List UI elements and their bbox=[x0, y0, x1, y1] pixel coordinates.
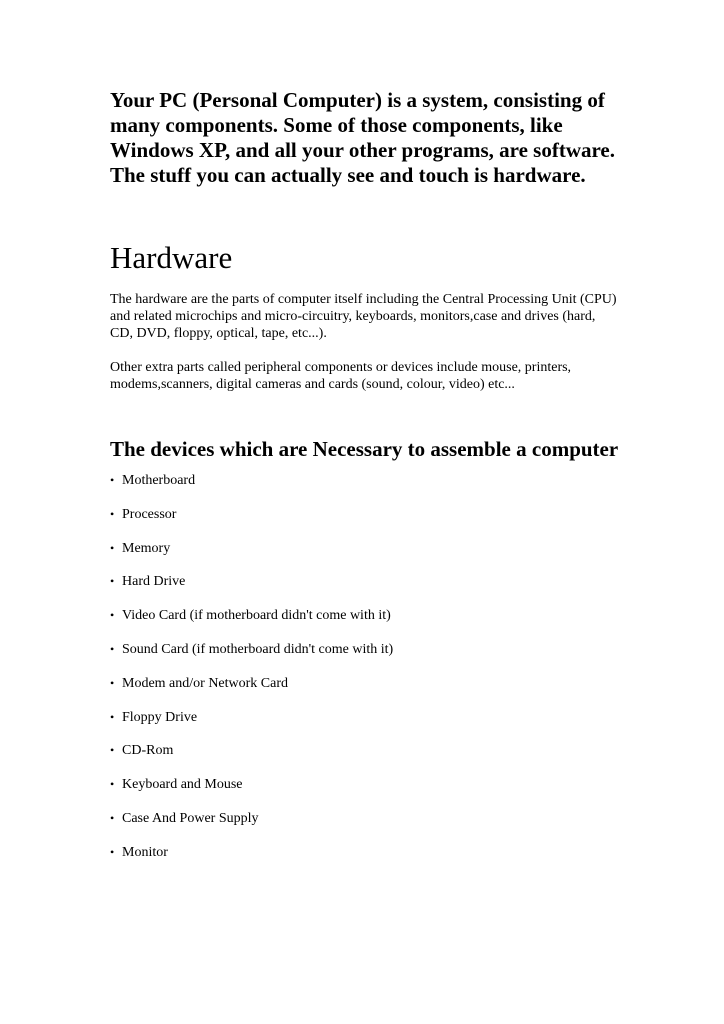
list-item-label: Processor bbox=[122, 506, 177, 522]
list-item bbox=[110, 607, 620, 624]
list-item-label: Floppy Drive bbox=[122, 709, 198, 725]
list-item bbox=[110, 776, 620, 793]
bullet-icon: • bbox=[110, 574, 115, 589]
list-item-label: Monitor bbox=[122, 844, 168, 860]
bullet-icon: • bbox=[110, 540, 115, 555]
devices-list bbox=[110, 472, 620, 861]
bullet-icon: • bbox=[110, 473, 115, 487]
bullet-icon: • bbox=[110, 608, 115, 623]
list-item bbox=[110, 844, 620, 861]
bullet-icon: • bbox=[110, 844, 115, 859]
intro-paragraph: Your PC (Personal Computer) is a system, consisting of many components. Some of those components, like Windows XP, and all your other programs, are software. The stuff you can actually see and touch is hardware. bbox=[110, 88, 616, 187]
list-item bbox=[110, 709, 620, 726]
list-item bbox=[110, 641, 620, 658]
list-item bbox=[110, 742, 620, 759]
list-item-label: Modem and/or Network Card bbox=[122, 675, 289, 691]
list-item-label: Memory bbox=[122, 540, 171, 556]
list-item-label: Keyboard and Mouse bbox=[122, 777, 243, 793]
document-page bbox=[110, 88, 620, 878]
list-item-label: Sound Card (if motherboard didn't come with it) bbox=[122, 641, 394, 657]
bullet-icon: • bbox=[110, 675, 115, 690]
hardware-heading: Hardware bbox=[110, 240, 233, 275]
list-item bbox=[110, 506, 620, 523]
list-item-label: Case And Power Supply bbox=[122, 810, 259, 826]
list-item-label: Motherboard bbox=[122, 473, 196, 488]
bullet-icon: • bbox=[110, 506, 115, 521]
list-item bbox=[110, 472, 620, 489]
hardware-paragraph-2: Other extra parts called peripheral components or devices include mouse, printers, modems,scanners, digital cameras and cards (sound, colour, video) etc... bbox=[110, 360, 572, 392]
list-item-label: Hard Drive bbox=[122, 574, 186, 590]
list-item-label: Video Card (if motherboard didn't come with it) bbox=[122, 608, 391, 624]
bullet-icon: • bbox=[110, 777, 115, 792]
bullet-icon: • bbox=[110, 641, 115, 656]
bullet-icon: • bbox=[110, 810, 115, 825]
bullet-icon: • bbox=[110, 709, 115, 724]
list-item-label: CD-Rom bbox=[122, 743, 174, 759]
hardware-paragraph-1: The hardware are the parts of computer itself including the Central Processing Unit (CPU) and related microchips and micro-circuitry, keyboards, monitors,case and drives (hard, CD, DVD, floppy, optical, tape, etc...). bbox=[110, 292, 617, 341]
list-item bbox=[110, 675, 620, 692]
bullet-icon: • bbox=[110, 743, 115, 758]
list-item bbox=[110, 573, 620, 590]
list-item bbox=[110, 810, 620, 827]
list-item bbox=[110, 540, 620, 557]
devices-heading: The devices which are Necessary to assemble a computer bbox=[110, 437, 619, 461]
